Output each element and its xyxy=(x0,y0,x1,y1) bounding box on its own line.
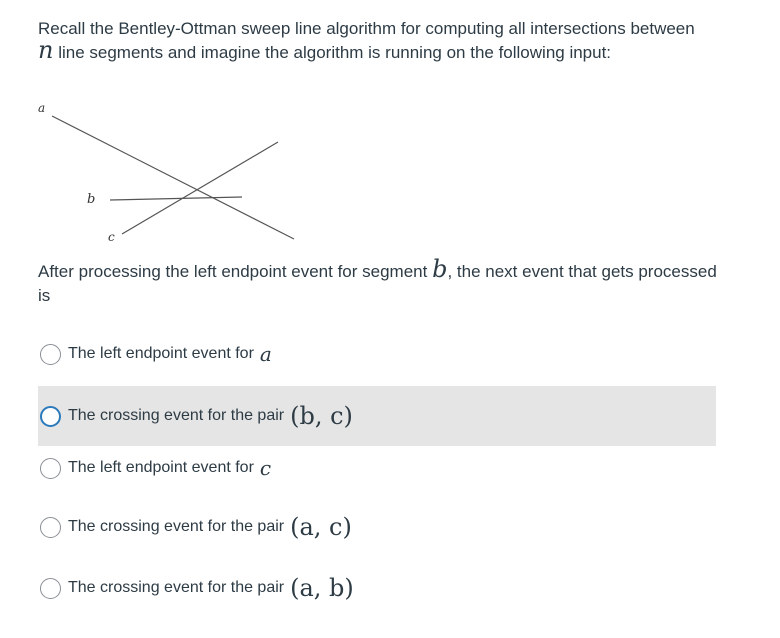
answer-math: (a, c) xyxy=(290,513,352,541)
radio-button[interactable] xyxy=(40,517,61,538)
answer-option-3[interactable] xyxy=(38,438,716,498)
answer-label: The crossing event for the pair xyxy=(68,407,285,424)
math-n: n xyxy=(38,36,54,64)
answer-label: The crossing event for the pair xyxy=(68,518,285,535)
answer-math: (b, c) xyxy=(290,402,353,430)
answer-math: (a, b) xyxy=(290,574,354,602)
answer-option-1[interactable] xyxy=(38,324,716,384)
answer-label: The left endpoint event for xyxy=(68,345,254,362)
answer-option-2[interactable] xyxy=(38,386,716,446)
question-text xyxy=(38,17,698,65)
prompt-text xyxy=(38,255,718,308)
prompt-text-part2: , the next event that gets processed is xyxy=(38,262,717,305)
segment-b xyxy=(110,197,242,200)
label-c: c xyxy=(108,230,115,244)
prompt-text-part1: After processing the left endpoint event for segment xyxy=(38,262,428,281)
radio-button[interactable] xyxy=(40,458,61,479)
answer-math: c xyxy=(259,456,272,480)
answer-label: The crossing event for the pair xyxy=(68,579,285,596)
radio-button[interactable] xyxy=(40,578,61,599)
label-a: a xyxy=(38,101,46,115)
radio-button[interactable] xyxy=(40,344,61,365)
answer-option-5[interactable] xyxy=(38,558,716,618)
answer-math: a xyxy=(259,342,272,366)
question-text-part1: Recall the Bentley-Ottman sweep line algorithm for computing all intersections between xyxy=(38,19,695,38)
segment-c xyxy=(122,142,278,234)
math-b: b xyxy=(432,255,448,283)
radio-button[interactable] xyxy=(40,406,61,427)
answer-label: The left endpoint event for xyxy=(68,459,254,476)
label-b: b xyxy=(87,192,96,207)
segments-diagram xyxy=(30,95,310,250)
answer-option-4[interactable] xyxy=(38,497,716,557)
segment-a xyxy=(52,116,294,239)
question-text-part2: line segments and imagine the algorithm is running on the following input: xyxy=(58,43,612,62)
